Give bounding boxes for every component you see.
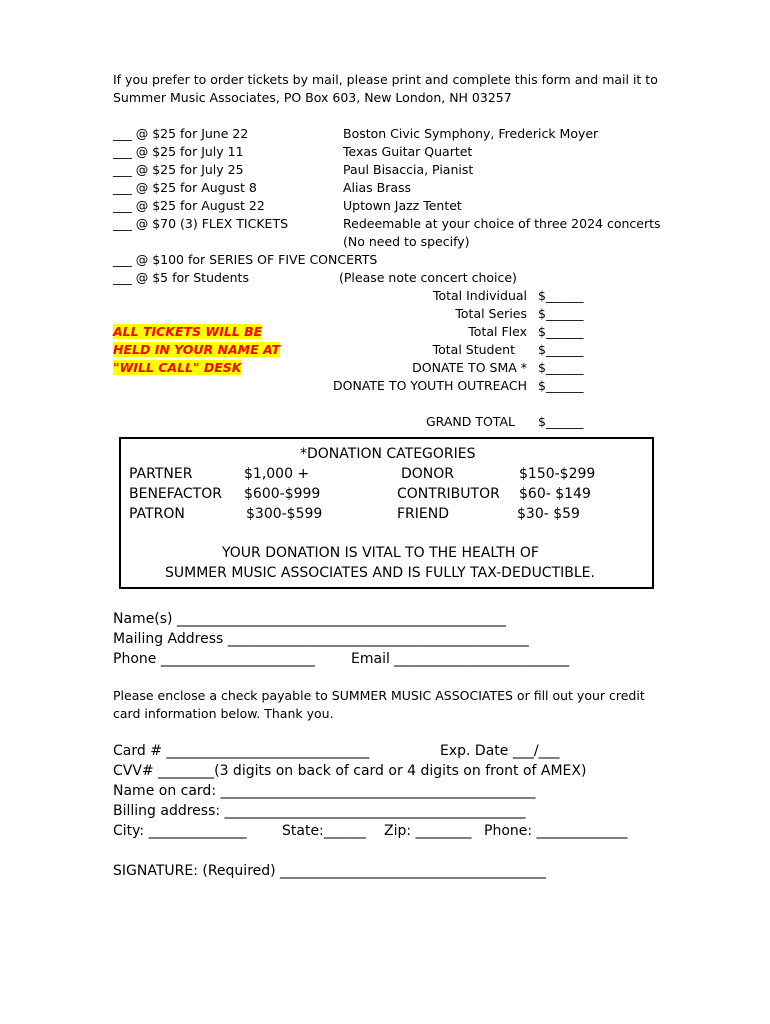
total-flex-field: $______ bbox=[538, 324, 584, 339]
donation-amount-benefactor: $600-$999 bbox=[244, 486, 321, 502]
cvv-field[interactable]: CVV# ________(3 digits on back of card or 4 digits on front of AMEX) bbox=[113, 763, 587, 779]
ticket-july-25: ___ @ $25 for July 25 bbox=[113, 162, 244, 177]
concert-june-22: Boston Civic Symphony, Frederick Moyer bbox=[343, 126, 599, 141]
student-note: (Please note concert choice) bbox=[339, 270, 517, 285]
donation-amount-friend: $30- $59 bbox=[517, 506, 580, 522]
grand-total-field: $______ bbox=[538, 414, 584, 429]
donate-sma-field: $______ bbox=[538, 360, 584, 375]
intro-line-1: If you prefer to order tickets by mail, please print and complete this form and mail it to bbox=[113, 72, 658, 87]
email-field[interactable]: Email _________________________ bbox=[351, 651, 570, 667]
ticket-august-8: ___ @ $25 for August 8 bbox=[113, 180, 257, 195]
state-field[interactable]: State:______ bbox=[282, 823, 366, 839]
exp-date-field[interactable]: Exp. Date ___/___ bbox=[440, 743, 560, 759]
signature-field[interactable]: SIGNATURE: (Required) ______________________________________ bbox=[113, 863, 547, 879]
total-individual-field: $______ bbox=[538, 288, 584, 303]
concert-august-8: Alias Brass bbox=[343, 180, 412, 195]
enclose-line-1: Please enclose a check payable to SUMMER MUSIC ASSOCIATES or fill out your credit bbox=[113, 688, 645, 703]
donation-name-patron: PATRON bbox=[129, 506, 185, 522]
card-phone-field[interactable]: Phone: _____________ bbox=[484, 823, 628, 839]
names-field[interactable]: Name(s) _______________________________________________ bbox=[113, 611, 506, 627]
donation-amount-donor: $150-$299 bbox=[519, 466, 596, 482]
ticket-series: ___ @ $100 for SERIES OF FIVE CONCERTS bbox=[113, 252, 378, 267]
ticket-flex: ___ @ $70 (3) FLEX TICKETS bbox=[113, 216, 289, 231]
ticket-july-11: ___ @ $25 for July 11 bbox=[113, 144, 244, 159]
donation-name-partner: PARTNER bbox=[129, 466, 193, 482]
will-call-note-3: "WILL CALL" DESK bbox=[113, 360, 242, 375]
donation-footer-1: YOUR DONATION IS VITAL TO THE HEALTH OF bbox=[222, 545, 539, 561]
donation-amount-partner: $1,000 + bbox=[244, 466, 310, 482]
will-call-note-2: HELD IN YOUR NAME AT bbox=[113, 342, 280, 357]
donate-youth-label: DONATE TO YOUTH OUTREACH bbox=[333, 378, 527, 393]
concert-august-22: Uptown Jazz Tentet bbox=[343, 198, 462, 213]
will-call-note-1: ALL TICKETS WILL BE bbox=[113, 324, 263, 339]
donate-youth-field: $______ bbox=[538, 378, 584, 393]
total-series-label: Total Series bbox=[455, 306, 527, 321]
name-on-card-field[interactable]: Name on card: _____________________________________________ bbox=[113, 783, 536, 799]
flex-description: Redeemable at your choice of three 2024 concerts bbox=[343, 216, 661, 231]
total-series-field: $______ bbox=[538, 306, 584, 321]
zip-field[interactable]: Zip: ________ bbox=[384, 823, 472, 839]
intro-line-2: Summer Music Associates, PO Box 603, New London, NH 03257 bbox=[113, 90, 512, 105]
city-field[interactable]: City: ______________ bbox=[113, 823, 247, 839]
phone-field[interactable]: Phone ______________________ bbox=[113, 651, 315, 667]
concert-july-11: Texas Guitar Quartet bbox=[343, 144, 473, 159]
billing-address-field[interactable]: Billing address: ___________________________________________ bbox=[113, 803, 526, 819]
ticket-august-22: ___ @ $25 for August 22 bbox=[113, 198, 265, 213]
card-number-field[interactable]: Card # _____________________________ bbox=[113, 743, 370, 759]
donation-amount-patron: $300-$599 bbox=[246, 506, 323, 522]
concert-july-25: Paul Bisaccia, Pianist bbox=[343, 162, 474, 177]
donation-name-friend: FRIEND bbox=[397, 506, 450, 522]
total-student-field: $______ bbox=[538, 342, 584, 357]
total-flex-label: Total Flex bbox=[468, 324, 527, 339]
mailing-address-field[interactable]: Mailing Address ___________________________________________ bbox=[113, 631, 529, 647]
flex-note: (No need to specify) bbox=[343, 234, 470, 249]
ticket-june-22: ___ @ $25 for June 22 bbox=[113, 126, 249, 141]
total-individual-label: Total Individual bbox=[432, 288, 527, 303]
total-student-label: Total Student bbox=[432, 342, 515, 357]
donation-name-donor: DONOR bbox=[401, 466, 455, 482]
donation-name-contributor: CONTRIBUTOR bbox=[397, 486, 500, 502]
donation-name-benefactor: BENEFACTOR bbox=[129, 486, 222, 502]
donation-footer-2: SUMMER MUSIC ASSOCIATES AND IS FULLY TAX-DEDUCTIBLE. bbox=[165, 565, 595, 581]
enclose-line-2: card information below. Thank you. bbox=[113, 706, 334, 721]
grand-total-label: GRAND TOTAL bbox=[425, 414, 515, 429]
donation-amount-contributor: $60- $149 bbox=[519, 486, 591, 502]
donation-title: *DONATION CATEGORIES bbox=[300, 446, 476, 462]
ticket-students: ___ @ $5 for Students bbox=[113, 270, 249, 285]
donate-sma-label: DONATE TO SMA * bbox=[412, 360, 527, 375]
